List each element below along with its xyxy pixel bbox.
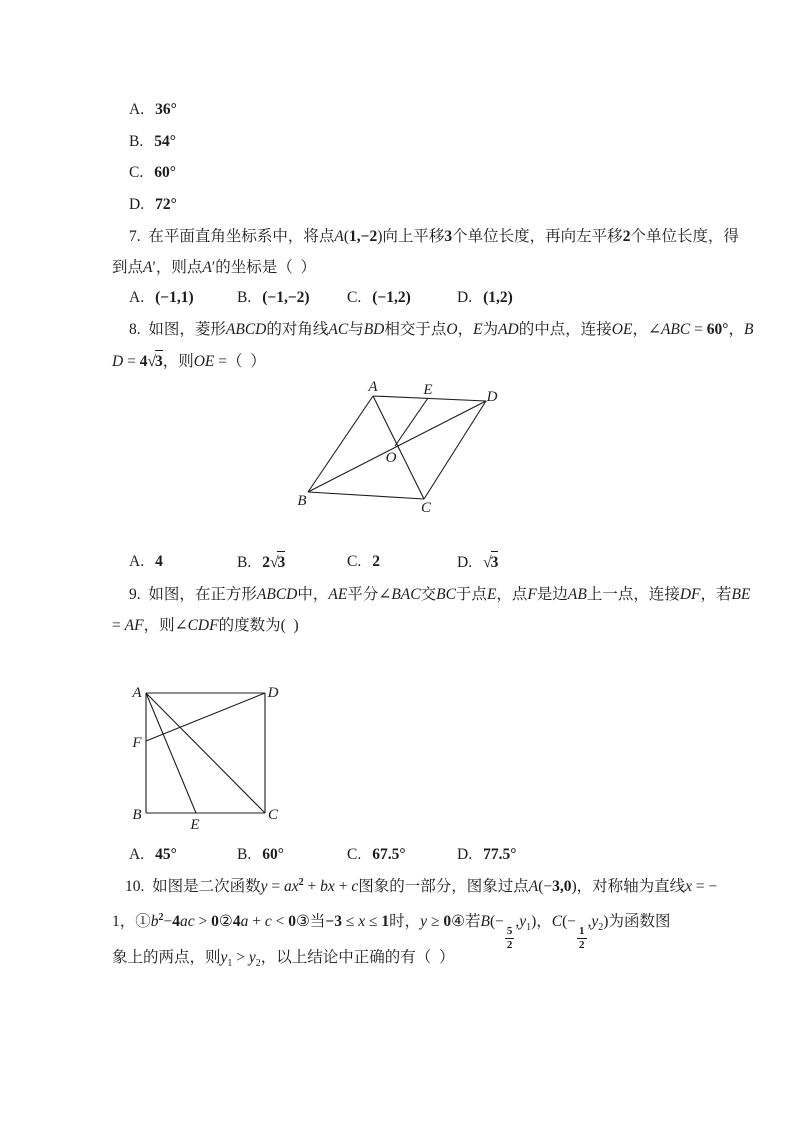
option-label: B. [237, 289, 252, 306]
option-value: (−1,1) [155, 289, 194, 306]
vertex-label-c: C [420, 500, 432, 516]
question-8-text-line-1: 8. 如图，菱形ABCD的对角线AC与BD相交于点O，E为AD的中点，连接OE，∠ABC = 60°，B [129, 321, 754, 338]
vertex-label-b: B [132, 807, 142, 823]
q7-option-c [347, 287, 411, 309]
q8-option-a [129, 551, 163, 573]
vertex-label-d: D [267, 685, 279, 701]
option-value: (−1,−2) [262, 289, 310, 306]
option-value: 77.5° [483, 846, 517, 863]
q7-option-d [457, 287, 513, 309]
option-value: √ 3 [483, 554, 498, 571]
option-value: 54° [154, 133, 176, 150]
option-label: A. [129, 289, 145, 306]
option-label: D. [457, 289, 473, 306]
vertex-label-e: E [190, 817, 200, 833]
option-label: B. [237, 846, 252, 863]
question-9-text-line-2: = AF，则∠CDF的度数为( ) [112, 617, 299, 634]
vertex-label-f: F [132, 735, 142, 751]
q7-option-a [129, 287, 194, 309]
option-value: (−1,2) [372, 289, 411, 306]
question-9-text-line-1: 9. 如图，在正方形ABCD中，AE平分∠BAC交BC于点E，点F是边AB上一点，连接DF，若BE [129, 586, 751, 603]
q9-option-c [347, 844, 406, 866]
option-value: (1,2) [483, 289, 513, 306]
option-value: 67.5° [372, 846, 406, 863]
option-label: B. [237, 554, 252, 571]
option-label: A. [129, 553, 145, 570]
question-10-text-line-2: 1，$①b^2-4ac$ > 0②4a + c < 0③当−3 ≤ x ≤ 1时，y ≥ 0④若B(− $\frac{5}{2}$ $,y_1$)，C(− $\frac{1}{2}$ $,y_2$)为函数图 [112, 911, 671, 952]
question-10-text-line-1: 10. 如图是二次函数$y = ax^2$ + bx + c图象的一部分，图象过点A(−3,0)，对称轴为直线x = − [125, 876, 718, 895]
square-figure [118, 678, 283, 836]
option-value: 36° [155, 101, 177, 118]
option-label: D. [457, 846, 473, 863]
option-value: 60° [262, 846, 284, 863]
option-value: 45° [155, 846, 177, 863]
question-7-text-line-2: 到点A′，则点A′的坐标是（ ） [112, 259, 317, 276]
option-label: C. [129, 164, 144, 181]
option-label: B. [129, 133, 144, 150]
option-value: 2 √ 3 [262, 554, 285, 571]
q8-option-c [347, 551, 380, 573]
question-7-text-line-1: 7. 在平面直角坐标系中，将点A(1,−2)向上平移3个单位长度，再向左平移2个单位长度，得 [129, 228, 739, 245]
vertex-label-d: D [486, 389, 498, 405]
option-label: C. [347, 289, 362, 306]
option-label: D. [129, 196, 145, 213]
q6-option-b [129, 131, 176, 153]
q9-option-d [457, 844, 516, 866]
q8-option-d [457, 551, 498, 574]
vertex-label-e: E [423, 382, 433, 398]
q8-option-b [237, 551, 285, 574]
rhombus-figure [288, 377, 508, 519]
q6-option-d [129, 194, 177, 216]
vertex-label-a: A [132, 685, 142, 701]
option-value: 2 [372, 553, 380, 570]
option-value: 72° [155, 196, 177, 213]
question-8-text-line-2: D = 4 √ 3 ，则OE =（ ） [112, 350, 266, 373]
q6-option-a [129, 99, 177, 121]
vertex-label-o: O [385, 450, 397, 466]
vertex-label-a: A [368, 379, 378, 395]
option-value: 60° [154, 164, 176, 181]
option-value: 4 [155, 553, 163, 570]
q9-option-b [237, 844, 284, 866]
option-label: C. [347, 846, 362, 863]
question-10-text-line-3: 象上的两点，则$y_1 > y_2$，以上结论中正确的有（ ） [112, 949, 455, 970]
option-label: A. [129, 101, 145, 118]
q6-option-c [129, 162, 176, 184]
q7-option-b [237, 287, 310, 309]
option-label: A. [129, 846, 145, 863]
option-label: C. [347, 553, 362, 570]
q9-option-a [129, 844, 177, 866]
vertex-label-c: C [267, 807, 279, 823]
option-label: D. [457, 554, 473, 571]
vertex-label-b: B [297, 493, 307, 509]
